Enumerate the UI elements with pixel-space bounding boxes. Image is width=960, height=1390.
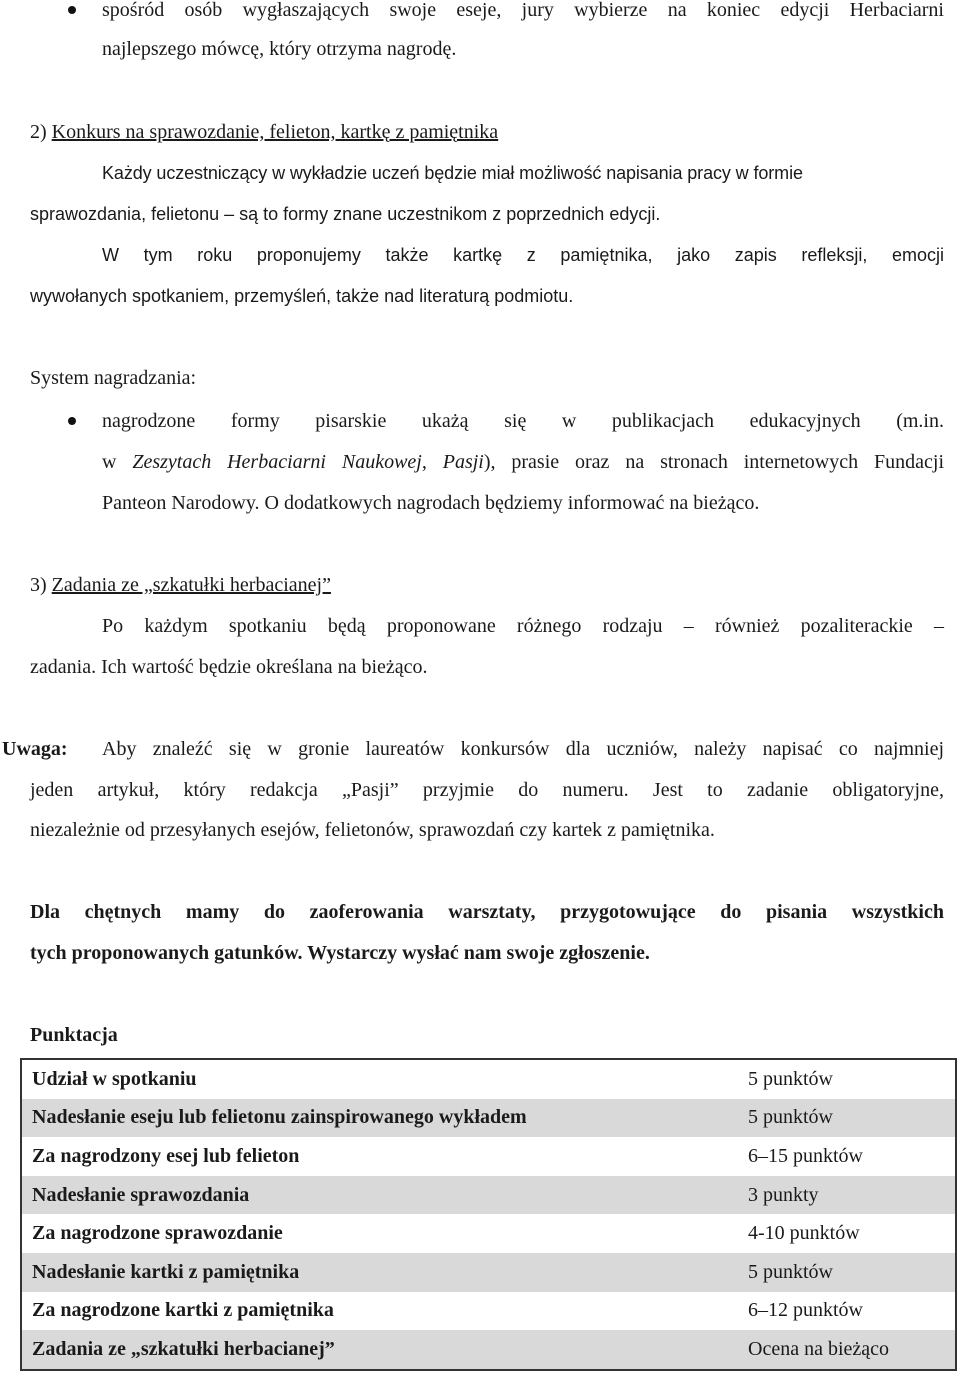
table-row	[21, 1176, 956, 1215]
section-3-heading	[30, 573, 331, 597]
table-row	[21, 1059, 956, 1099]
bullet-icon	[68, 6, 76, 14]
score-value: 6–12 punktów	[748, 1299, 863, 1322]
section-2-para-2-line-2: wywołanych spotkaniem, przemyśleń, także nad literaturą podmiotu.	[30, 286, 574, 306]
scoring-heading: Punktacja	[30, 1024, 118, 1046]
section-3-number: 3)	[30, 574, 47, 596]
table-row	[21, 1292, 956, 1331]
awards-bullet-line-2	[102, 450, 944, 474]
section-2-para-1-line-1: Każdy uczestniczący w wykładzie uczeń będzie miał możliwość napisania pracy w formie	[102, 163, 803, 183]
score-label: Nadesłanie sprawozdania	[21, 1176, 738, 1215]
score-label: Zadania ze „szkatułki herbacianej”	[21, 1330, 738, 1370]
score-value: 5 punktów	[738, 1253, 956, 1292]
section-3-line-2: zadania. Ich wartość będzie określana na bieżąco.	[30, 656, 428, 678]
section-3-line-1: Po każdym spotkaniu będą proponowane różnego rodzaju – również pozaliterackie –	[102, 615, 944, 637]
section-3-title: Zadania ze „szkatułki herbacianej”	[51, 574, 331, 596]
table-row	[21, 1253, 956, 1292]
section-2-para-2-line-1: W tym roku proponujemy także kartkę z pamiętnika, jako zapis refleksji, emocji	[102, 245, 944, 265]
table-row	[21, 1330, 956, 1370]
bullet-icon	[68, 417, 76, 425]
score-value: 6–15 punktów	[748, 1144, 863, 1167]
table-row	[21, 1099, 956, 1138]
awards-line-2-prefix: w	[102, 451, 133, 473]
score-value: 3 punkty	[738, 1176, 956, 1215]
workshops-line-1: Dla chętnych mamy do zaoferowania warsztaty, przygotowujące do pisania wszystkich	[30, 901, 944, 923]
section-2-para-1-line-2: sprawozdania, felietonu – są to formy znane uczestnikom z poprzednich edycji.	[30, 204, 661, 224]
top-bullet-line-1: spośród osób wygłaszających swoje eseje, jury wybierze na koniec edycji Herbaciarni	[102, 0, 944, 21]
section-2-title: Konkurs na sprawozdanie, felieton, kartkę z pamiętnika	[51, 121, 499, 143]
section-2-heading	[30, 120, 498, 144]
awards-bullet-line-3: Panteon Narodowy. O dodatkowych nagrodach będziemy informować na bieżąco.	[102, 492, 760, 514]
awards-bullet-line-1: nagrodzone formy pisarskie ukażą się w publikacjach edukacyjnych (m.in.	[102, 410, 944, 432]
score-label: Za nagrodzone kartki z pamiętnika	[32, 1299, 334, 1322]
score-label: Za nagrodzony esej lub felieton	[32, 1144, 300, 1167]
awards-line-2-suffix: ), prasie oraz na stronach internetowych Fundacji	[483, 451, 944, 473]
section-2-number: 2)	[30, 121, 47, 143]
score-value: 4-10 punktów	[748, 1222, 860, 1245]
score-value: Ocena na bieżąco	[738, 1330, 956, 1370]
score-label: Udział w spotkaniu	[32, 1067, 197, 1090]
note-line-1: Aby znaleźć się w gronie laureatów konkursów dla uczniów, należy napisać co najmniej	[102, 738, 944, 760]
note-label: Uwaga:	[2, 738, 68, 760]
awards-publication-titles: Zeszytach Herbaciarni Naukowej, Pasji	[132, 451, 484, 473]
scoring-table	[20, 1058, 957, 1371]
score-value: 5 punktów	[748, 1067, 833, 1090]
top-bullet-line-2: najlepszego mówcę, który otrzyma nagrodę.	[102, 38, 457, 60]
note-line-2: jeden artykuł, który redakcja „Pasji” przyjmie do numeru. Jest to zadanie obligatoryjne,	[30, 779, 944, 801]
table-row	[21, 1214, 956, 1253]
score-label: Za nagrodzone sprawozdanie	[32, 1222, 283, 1245]
awards-heading: System nagradzania:	[30, 367, 197, 389]
workshops-line-2: tych proponowanych gatunków. Wystarczy wysłać nam swoje zgłoszenie.	[30, 942, 650, 964]
note-line-3: niezależnie od przesyłanych esejów, felietonów, sprawozdań czy kartek z pamiętnika.	[30, 819, 715, 841]
score-label: Nadesłanie eseju lub felietonu zainspirowanego wykładem	[21, 1099, 738, 1138]
score-label: Nadesłanie kartki z pamiętnika	[21, 1253, 738, 1292]
score-value: 5 punktów	[738, 1099, 956, 1138]
table-row	[21, 1137, 956, 1176]
